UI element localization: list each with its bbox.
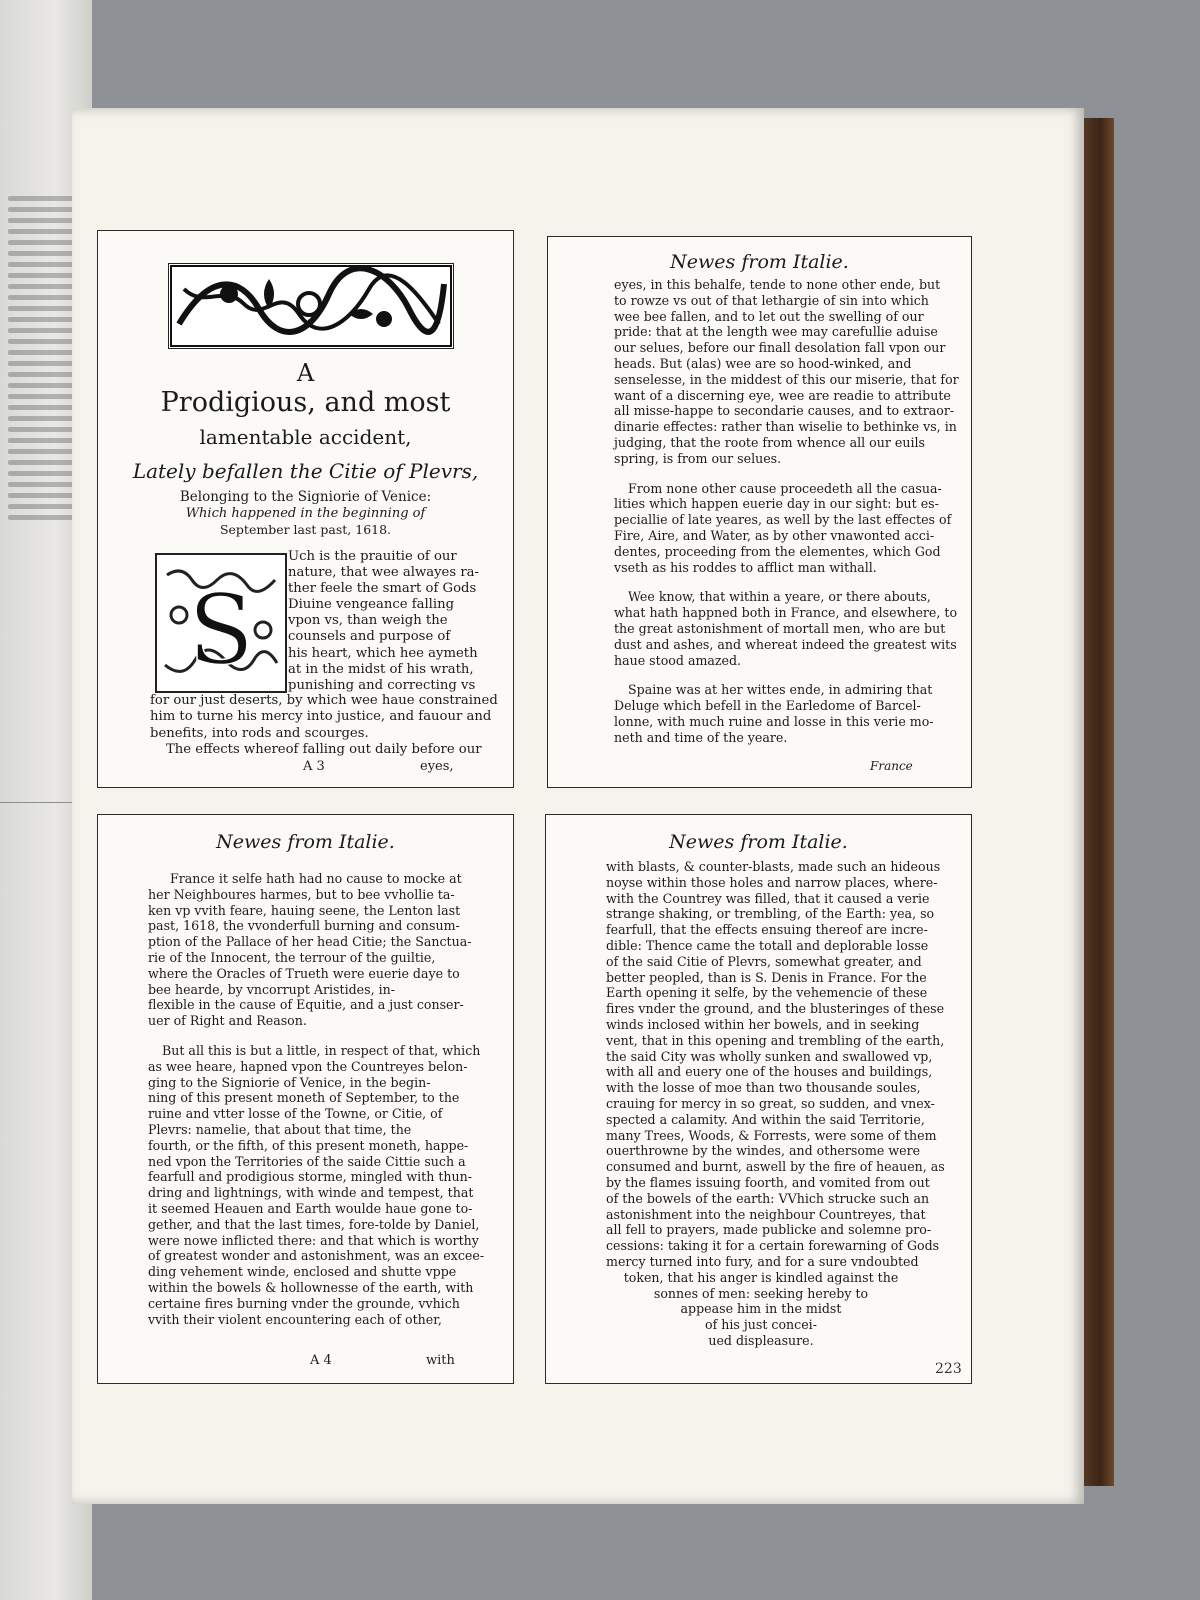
signature-mark: A 4 xyxy=(310,1353,332,1368)
body-line: at in the midst of his wrath, xyxy=(288,661,474,677)
title-line-1: Prodigious, and most xyxy=(160,387,451,418)
text-line: uer of Right and Reason. xyxy=(148,1013,307,1029)
page-text xyxy=(148,871,485,1327)
text-line: heads. But (alas) wee are so hood-winked, and xyxy=(614,355,912,371)
newes-page-2 xyxy=(547,236,972,788)
text-line: of his just concei- xyxy=(705,1317,817,1333)
text-line: astonishment into the neighbour Countreyes, that xyxy=(606,1206,926,1222)
text-line: ned vpon the Territories of the saide Cittie such a xyxy=(148,1153,466,1169)
text-line: all misse-happe to secondarie causes, and to extraor- xyxy=(614,403,955,419)
text-line: ued displeasure. xyxy=(708,1332,814,1348)
text-line: Earth opening it selfe, by the vehemencie of these xyxy=(606,985,928,1001)
text-line: cessions: taking it for a certain forewarning of Gods xyxy=(606,1238,940,1254)
text-line: lities which happen euerie day in our sight: but es- xyxy=(614,496,939,512)
text-line: ning of this present moneth of September, to the xyxy=(148,1090,460,1106)
text-line: wee bee fallen, and to let out the swelling of our xyxy=(614,308,924,324)
text-line: past, 1618, the vvonderfull burning and consum- xyxy=(148,918,460,934)
body-line: nature, that wee alwayes ra- xyxy=(288,565,479,581)
subtitle-line-2: Which happened in the beginning of xyxy=(185,506,426,521)
catchword: eyes, xyxy=(420,759,454,774)
text-line: fourth, or the fifth, of this present moneth, happe- xyxy=(148,1137,469,1153)
text-line: fearfull, that the effects ensuing thereof are incre- xyxy=(606,922,928,938)
text-line: ging to the Signiorie of Venice, in the begin- xyxy=(148,1074,431,1090)
text-line: sonnes of men: seeking hereby to xyxy=(653,1285,869,1301)
text-line: ding vehement winde, enclosed and shutte vppe xyxy=(148,1264,457,1280)
text-line: ouerthrowne by the windes, and othersome were xyxy=(606,1143,921,1159)
page-text xyxy=(606,859,945,1349)
subtitle-line-3: September last past, 1618. xyxy=(219,522,392,537)
newes-page-4 xyxy=(545,814,972,1384)
text-line: of the bowels of the earth: VVhich strucke such an xyxy=(606,1190,930,1206)
title-line-2: lamentable accident, xyxy=(199,425,412,449)
text-line: judging, that the roote from whence all our euils xyxy=(614,434,925,450)
body-line: for our just deserts, by which wee haue constrained xyxy=(150,693,498,708)
text-line: neth and time of the yeare. xyxy=(614,729,788,745)
text-line: bee hearde, by vncorrupt Aristides, in- xyxy=(148,981,395,997)
running-header: Newes from Italie. xyxy=(669,831,848,853)
text-line: winds inclosed within her bowels, and in seeking xyxy=(606,1016,920,1032)
text-line: with the Countrey was filled, that it caused a verie xyxy=(606,890,930,906)
running-header: Newes from Italie. xyxy=(670,251,849,273)
title-page-panel xyxy=(97,230,514,788)
text-line: dring and lightnings, with winde and tempest, that xyxy=(148,1185,474,1201)
text-line: where the Oracles of Trueth were euerie daye to xyxy=(148,965,460,981)
book-cover-edge xyxy=(1080,118,1114,1486)
text-line: gether, and that the last times, fore-tolde by Daniel, xyxy=(148,1216,480,1232)
text-line: consumed and burnt, aswell by the fire of heauen, as xyxy=(606,1159,945,1175)
text-line: peciallie of late yeares, as well by the last effectes of xyxy=(614,512,952,528)
catchword: with xyxy=(426,1353,455,1368)
body-line: punishing and correcting vs xyxy=(288,677,476,693)
text-line: were nowe inflicted there: and that which is worthy xyxy=(148,1232,479,1248)
text-line: with all and euery one of the houses and buildings, xyxy=(606,1064,933,1080)
text-line: many Trees, Woods, & Forrests, were some of them xyxy=(606,1127,937,1143)
text-line: vseth as his roddes to afflict man withall. xyxy=(614,559,877,575)
text-line: dentes, proceeding from the elementes, which God xyxy=(614,543,941,559)
text-line: ken vp vvith feare, hauing seene, the Lenton last xyxy=(148,902,461,918)
text-line: certaine fires burning vnder the grounde, vvhich xyxy=(148,1295,460,1311)
text-line: eyes, in this behalfe, tende to none other ende, but xyxy=(614,277,941,292)
text-line: dust and ashes, and whereat indeed the greatest wits xyxy=(614,636,957,652)
text-line: Wee know, that within a yeare, or there abouts, xyxy=(628,589,931,605)
body-line: him to turne his mercy into justice, and fauour and xyxy=(150,709,492,725)
book-page xyxy=(72,108,1084,1504)
text-line: dinarie effectes: rather than wiselie to bethinke vs, in xyxy=(614,419,957,435)
text-line: with blasts, & counter-blasts, made such an hideous xyxy=(606,859,941,874)
running-header: Newes from Italie. xyxy=(216,831,395,853)
text-line: dible: Thence came the totall and deplorable losse xyxy=(606,937,929,953)
text-line: senselesse, in the middest of this our miserie, that for xyxy=(614,371,959,387)
text-line: flexible in the cause of Equitie, and a just conser- xyxy=(148,997,464,1013)
text-line: our selues, before our finall desolation fall vpon our xyxy=(614,340,946,356)
text-line: of greatest wonder and astonishment, was an excee- xyxy=(148,1248,485,1264)
text-line: token, that his anger is kindled against the xyxy=(623,1269,899,1285)
title-body-full-width xyxy=(150,693,498,759)
body-line: Diuine vengeance falling xyxy=(288,597,455,613)
text-line: Deluge which befell in the Earledome of Barcel- xyxy=(614,698,921,714)
text-line: strange shaking, or trembling, of the Earth: yea, so xyxy=(606,906,935,922)
title-body-right-column xyxy=(288,549,479,694)
text-line: within the bowels & hollownesse of the earth, with xyxy=(148,1279,474,1295)
facing-page-text-fragment xyxy=(8,190,78,526)
woodcut-headpiece xyxy=(168,263,454,349)
text-line: France it selfe hath had no cause to mocke at xyxy=(170,871,462,886)
text-line: Spaine was at her wittes ende, in admiring that xyxy=(628,682,933,698)
text-line: what hath happned both in France, and elsewhere, to xyxy=(614,605,958,621)
text-line: pride: that at the length wee may carefullie aduise xyxy=(614,324,938,340)
text-line: spring, is from our selues. xyxy=(614,450,782,466)
body-line: Uch is the prauitie of our xyxy=(288,549,457,564)
text-line: haue stood amazed. xyxy=(614,652,742,668)
text-line: the great astonishment of mortall men, who are but xyxy=(614,620,946,636)
text-line: vvith their violent encountering each of other, xyxy=(148,1311,442,1327)
subtitle-line-1: Belonging to the Signiorie of Venice: xyxy=(179,489,432,505)
text-line: fires vnder the ground, and the blusteringes of these xyxy=(606,1001,945,1017)
text-line: crauing for mercy in so great, so sudden, and vnex- xyxy=(606,1095,935,1111)
page-text xyxy=(614,277,959,746)
text-line: Plevrs: namelie, that about that time, the xyxy=(148,1121,412,1137)
initial-ornament-image xyxy=(157,555,285,691)
text-line: rie of the Innocent, the terrour of the guiltie, xyxy=(148,949,436,965)
text-line: ruine and vtter losse of the Towne, or Citie, of xyxy=(148,1106,443,1122)
text-line: to rowze vs out of that lethargie of sin into which xyxy=(614,292,929,308)
newes-page-3 xyxy=(97,814,514,1384)
catchword: France xyxy=(870,759,913,773)
text-line: her Neighboures harmes, but to bee vvhollie ta- xyxy=(148,886,455,902)
text-line: From none other cause proceedeth all the casua- xyxy=(628,480,942,496)
headpiece-ornament-image xyxy=(169,264,453,348)
text-line: better peopled, than is S. Denis in France. For the xyxy=(606,969,927,985)
text-line: mercy turned into fury, and for a sure vndoubted xyxy=(606,1253,919,1269)
text-line: want of a discerning eye, wee are readie to attribute xyxy=(614,387,951,403)
body-line: his heart, which hee aymeth xyxy=(288,645,478,661)
text-line: spected a calamity. And within the said Territorie, xyxy=(606,1111,925,1127)
body-line: ther feele the smart of Gods xyxy=(288,581,477,597)
signature-mark: A 3 xyxy=(303,759,325,774)
text-line: all fell to prayers, made publicke and solemne pro- xyxy=(606,1222,932,1238)
title-line-3: Lately befallen the Citie of Plevrs, xyxy=(132,459,479,483)
text-line: it seemed Heauen and Earth woulde haue gone to- xyxy=(148,1200,473,1216)
initial-letter: S xyxy=(188,574,254,686)
title-letter-a: A xyxy=(296,359,315,387)
text-line: by the flames issuing foorth, and vomited from out xyxy=(606,1174,930,1190)
text-line: the said City was wholly sunken and swallowed vp, xyxy=(606,1048,933,1064)
text-line: with the losse of moe than two thousande soules, xyxy=(606,1080,921,1096)
text-line: fearfull and prodigious storme, mingled with thun- xyxy=(148,1169,473,1185)
text-line: But all this is but a little, in respect of that, which xyxy=(162,1042,481,1058)
page-number: 223 xyxy=(935,1361,962,1377)
text-line: as wee heare, hapned vpon the Countreyes belon- xyxy=(148,1058,468,1074)
text-line: ption of the Pallace of her head Citie; the Sanctua- xyxy=(148,934,472,950)
text-line: vent, that in this opening and trembling of the earth, xyxy=(606,1032,945,1048)
text-line: of the said Citie of Plevrs, somewhat greater, and xyxy=(606,953,922,969)
body-line: The effects whereof falling out daily before our xyxy=(166,742,482,758)
text-line: noyse within those holes and narrow places, where- xyxy=(606,874,938,890)
decorated-initial xyxy=(155,553,287,693)
body-line: vpon vs, than weigh the xyxy=(288,613,448,629)
body-line: counsels and purpose of xyxy=(288,629,451,645)
text-line: Fire, Aire, and Water, as by other vnawonted acci- xyxy=(614,527,935,543)
text-line: appease him in the midst xyxy=(680,1301,842,1317)
text-line: lonne, with much ruine and losse in this verie mo- xyxy=(614,713,934,729)
body-line: benefits, into rods and scourges. xyxy=(150,725,369,741)
